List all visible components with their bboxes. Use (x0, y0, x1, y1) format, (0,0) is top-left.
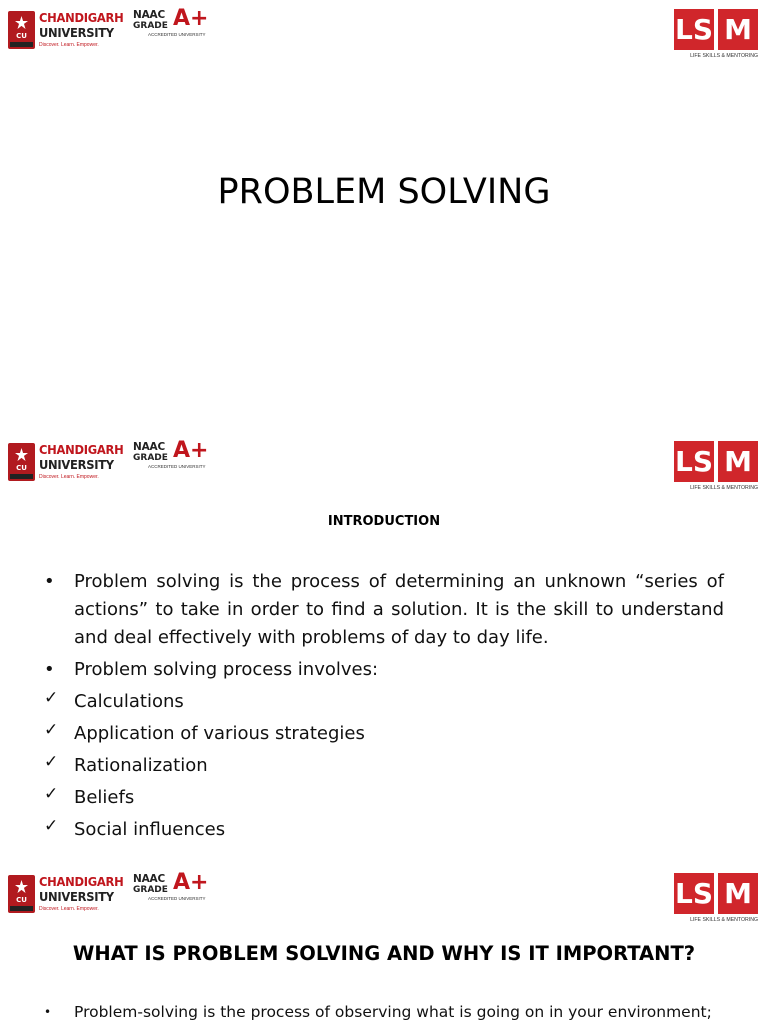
naac-logo: NAAC GRADE A+ ACCREDITED UNIVERSITY (133, 438, 209, 469)
introduction-heading: INTRODUCTION (327, 514, 441, 529)
slide-introduction (0, 432, 768, 864)
check-item: ✓ Rationalization (44, 752, 724, 780)
checkmark-icon: ✓ (44, 752, 59, 772)
cu-shield-icon: CU (8, 11, 35, 49)
lsm-logo: LS M LIFE SKILLS & MENTORING (674, 441, 758, 495)
chandigarh-university-logo: CU CHANDIGARH UNIVERSITY Discover. Learn. Empower. (8, 441, 126, 485)
chandigarh-university-logo: CU CHANDIGARH UNIVERSITY Discover. Learn. Empower. (8, 873, 126, 917)
bullet-item: • Problem solving process involves: (44, 656, 724, 684)
cu-shield-icon: CU (8, 875, 35, 913)
slide3-content (44, 1000, 734, 1024)
bullet-item: • Problem solving is the process of determining an unknown “series of actions” to take in order to find a solution. It is the skill to understand and deal effectively with problems of day to day life. (44, 568, 724, 652)
check-item: ✓ Application of various strategies (44, 720, 724, 748)
slide-title (0, 0, 768, 432)
bullet-icon: • (44, 1005, 52, 1019)
chandigarh-university-logo (8, 9, 126, 53)
naac-logo: NAAC GRADE A+ ACCREDITED UNIVERSITY (133, 6, 209, 37)
cu-name-line1: CHANDIGARH (39, 10, 124, 25)
checkmark-icon: ✓ (44, 720, 59, 740)
checkmark-icon: ✓ (44, 816, 59, 836)
naac-logo: NAAC GRADE A+ ACCREDITED UNIVERSITY (133, 870, 209, 901)
introduction-content (44, 568, 724, 844)
cu-shield-icon: CU (8, 443, 35, 481)
slide-what-is-problem-solving (0, 864, 768, 1024)
lsm-logo: LS M LIFE SKILLS & MENTORING (674, 873, 758, 927)
check-item: ✓ Calculations (44, 688, 724, 716)
slide3-heading: WHAT IS PROBLEM SOLVING AND WHY IS IT IMPORTANT? (72, 942, 696, 965)
slide-title-text: PROBLEM SOLVING (217, 172, 551, 212)
bullet-icon: • (44, 571, 55, 592)
bullet-item: • Problem-solving is the process of observing what is going on in your environment; (44, 1000, 734, 1024)
checkmark-icon: ✓ (44, 688, 59, 708)
lsm-logo: LS M LIFE SKILLS & MENTORING (674, 9, 758, 63)
cu-tagline: Discover. Learn. Empower. (39, 42, 99, 48)
bullet-icon: • (44, 659, 55, 680)
check-item: ✓ Social influences (44, 816, 724, 844)
check-item: ✓ Beliefs (44, 784, 724, 812)
checkmark-icon: ✓ (44, 784, 59, 804)
cu-name-line2: UNIVERSITY (39, 25, 114, 40)
